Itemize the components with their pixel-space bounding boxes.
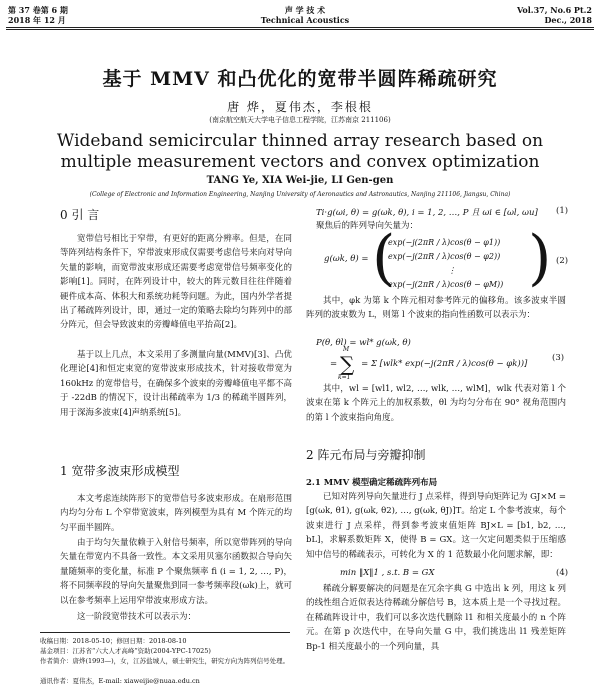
- equation-2-row-1: exp(−j(2πR / λ)cos(θ − φ1)): [388, 238, 501, 247]
- equation-2-matrix: [388, 236, 548, 292]
- equation-1: Ti·g(ωi, θ) = g(ωk, θ), i = 1, 2, …, P 且 ωi ∈ [ωl, ωu]: [316, 208, 538, 218]
- section-1-paragraph-3: 这一阶段宽带技术可以表示为：: [77, 612, 197, 622]
- intro-paragraph-1: 宽带信号相比于窄带，有更好的距离分辨率。但是，在同等阵列结构条件下，窄带波束形成仅需要考虑信号来向对导向矢量的影响，而宽带波束形成还需要考虑宽带信号频率变化的影响[1]。同时，在阵列设计中，较大的阵元数目往往伴随着硬件成本高、体积大和系统功耗等问题。为此，国内外学者提出了稀疏阵列设计，即，通过一定的策略去除均匀阵列中的部分阵元，但会导致波束的旁瓣峰值电平抬高[2]。: [60, 234, 292, 331]
- journal-volume: 第 37 卷第 6 期 2018 年 12 月: [8, 5, 68, 25]
- journal-issue: Vol.37, No.6 Pt.2 Dec., 2018: [516, 5, 592, 25]
- section-1-heading: 1 宽带多波束形成模型: [60, 464, 180, 478]
- equation-2-row-3: ⋮: [448, 266, 456, 275]
- authors-english: TANG Ye, XIA Wei-jie, LI Gen-gen: [206, 175, 394, 186]
- section-1-paragraph-5: 其中，wl = [wl1, wl2, …, wlk, …, wlM]，wlk 代表对第 l 个波束在第 k 个阵元上的加权系数，θl 为均匀分布在 90° 视角范围内的第 l 个波束指向角度。: [306, 384, 566, 423]
- equation-2-lhs: g(ωk, θ) =: [324, 254, 369, 264]
- footnote-author: 作者简介：唐烨(1993—)，女，江苏盐城人，硕士研究生，研究方向为阵列信号处理。: [40, 657, 290, 665]
- section-1-paragraph-1: 本文考虑连续阵形下的宽带信号多波束形成。在扇形范围内均匀分布 L 个窄带宽波束，阵列模型为具有 M 个阵元的均匀平面半圆阵。: [60, 494, 292, 533]
- equation-4: min ‖X‖1 , s.t. B = GX: [340, 568, 435, 578]
- authors-chinese: 唐 烨，夏伟杰，李根根: [227, 100, 373, 114]
- section-2-paragraph-2: 稀疏分解要解决的问题是在冗余字典 G 中选出 k 列，用这 k 列的线性组合近似表达待稀疏分解信号 B，这本质上是一个寻找过程。在稀疏阵设计中，我们可以多次迭代删除 l1 和相关度最小的 n 个阵元。在第 p 次迭代中，在导向矢量 G 中，我们挑选出 l1 残差矩阵 Bp-1 相关度最小的一个列向量，具: [306, 584, 566, 652]
- journal-name: 声 学 技 术 Technical Acoustics: [260, 5, 350, 25]
- intro-paragraph-2: 基于以上几点，本文采用了多测量向量(MMV)[3]、凸优化理论[4]和恒定束宽的宽带波束形成技术，针对接收带宽为 160kHz 的宽带信号，在确保多个波束的旁瓣峰值电平都不高于 -22dB 的情况下，设计出稀疏率为 1/3 的稀疏半圆阵列，用于深海多波束[4]声纳系统[5]。: [60, 350, 292, 418]
- equation-2-row-4: exp(−j(2πR / λ)cos(θ − φM)): [388, 280, 504, 289]
- footnote-received: 收稿日期：2018-05-10；修回日期：2018-08-10: [40, 637, 187, 645]
- footnote-rule: [40, 632, 290, 633]
- footnote-contact: 通讯作者：夏伟杰，E-mail: xiaweijie@nuaa.edu.cn: [40, 677, 200, 685]
- equation-3-number: (3): [552, 353, 565, 363]
- equation-2-right-bracket: ): [528, 223, 552, 293]
- equation-2-row-2: exp(−j(2πR / λ)cos(θ − φ2)): [388, 252, 501, 261]
- footnote-fund: 基金项目：江苏省“六大人才高峰”资助(2004-YPC-17025): [40, 647, 211, 655]
- equation-4-number: (4): [556, 568, 569, 578]
- equation-3-sum-symbol: ∑: [340, 352, 355, 376]
- equation-1-followup: 聚焦后的阵列导向矢量为：: [316, 221, 419, 231]
- section-2-paragraph-1: 已知对阵列导向矢量进行 J 点采样，得到导向矩阵记为 GJ×M = [g(ωk, θ1), g(ωk, θ2), …, g(ωk, θJ)]T。给定 L 个参考波束，每个波束进行 J 点采样，得到参考波束值矩阵 BJ×L = [b1, b2, …, bL]，求解系数矩阵 X，使得 B = GX。这一欠定问题类似于压缩感知中信号的稀疏表示，可转化为 X 的 1 范数最小化问题求解，即：: [306, 492, 566, 560]
- subsection-2-1-heading: 2.1 MMV 模型确定稀疏阵列布局: [306, 478, 438, 488]
- equation-3-line-1: P(θ, θl) = wl* g(ωk, θ): [316, 338, 411, 348]
- title-chinese: 基于 MMV 和凸优化的宽带半圆阵稀疏研究: [102, 68, 498, 90]
- header-rule: [6, 27, 594, 28]
- section-1-paragraph-2: 由于均匀矢量依赖于入射信号频率，所以宽带阵列的导向矢量在带宽内不具备一致性。本文采用贝塞尔函数拟合导向矢量随频率的变化量，标准 P 个聚焦频率 fi (i = 1, 2, …, P)，将不同频率段的导向矢量聚焦到同一参考频率段(ωk)上，就可以在参考频率上运用窄带波束形成方法。: [60, 538, 292, 606]
- equation-3-line-2-body: = Σ [wlk* exp(−j(2πR / λ)cos(θ − φk))]: [361, 359, 528, 369]
- equation-1-number: (1): [556, 206, 569, 216]
- equation-2-number: (2): [556, 256, 569, 266]
- equation-3-sum-bottom: k=1: [338, 374, 351, 381]
- affiliation-english: (College of Electronic and Information Engineering, Nanjing University of Aeronautics and Astronautics, Nanjing 211106, Jiangsu, China): [89, 191, 511, 198]
- header-rule-2: [6, 29, 594, 30]
- equation-3-sum-top: M: [343, 346, 350, 353]
- section-2-heading: 2 阵元布局与旁瓣抑制: [306, 448, 426, 462]
- affiliation-chinese: (南京航空航天大学电子信息工程学院，江苏南京 211106): [209, 116, 391, 124]
- title-english: Wideband semicircular thinned array research based on multiple measurement vectors and convex optimization: [56, 131, 544, 172]
- equation-3-line-2: = = Σ [wlk* exp(−j(2πR / λ)cos(θ − φk))]: [330, 359, 528, 369]
- equation-2-left-bracket: (: [372, 223, 396, 293]
- section-1-paragraph-4: 其中，φk 为第 k 个阵元相对参考阵元的偏移角。该多波束半圆阵列的波束数为 L，则第 l 个波束的指向性函数可以表示为：: [306, 296, 566, 321]
- section-introduction-heading: 0 引 言: [60, 208, 100, 222]
